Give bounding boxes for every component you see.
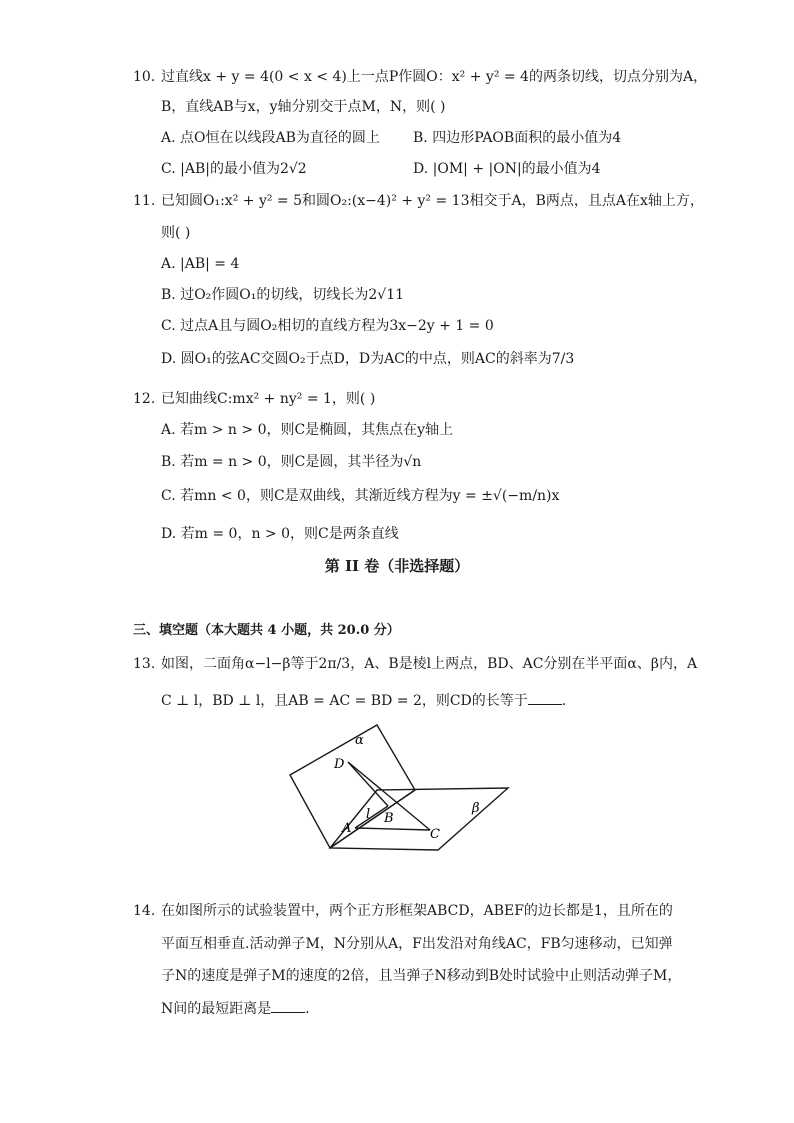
q12-line1 bbox=[133, 389, 693, 409]
segment-db bbox=[348, 762, 388, 806]
label-a: A bbox=[342, 821, 352, 836]
q11-stem-2: 则( ) bbox=[161, 225, 191, 241]
q11-option-b: B. 过O₂作圆O₁的切线，切线长为2√11 bbox=[161, 287, 405, 303]
label-beta: β bbox=[472, 801, 480, 816]
q11-stem-1: 已知圆O₁:x² + y² = 5和圆O₂:(x−4)² + y² = 13相交于A，B两点，且点A在x轴上方， bbox=[161, 193, 704, 209]
q13-stem-1: 如图，二面角α−l−β等于2π/3，A、B是棱l上两点，BD、AC分别在半平面α、β内，A bbox=[161, 656, 698, 672]
q14-stem-4: N间的最短距离是 bbox=[161, 1001, 272, 1017]
label-d: D bbox=[334, 757, 345, 772]
q10-stem-1: 过直线x + y = 4(0 < x < 4)上一点P作圆O：x² + y² = 4的两条切线，切点分别为A， bbox=[161, 69, 708, 85]
q10-number: 10. bbox=[133, 69, 156, 85]
q14-stem-1: 在如图所示的试验装置中，两个正方形框架ABCD，ABEF的边长都是1，且所在的 bbox=[161, 903, 673, 919]
q14-line1 bbox=[133, 901, 693, 921]
dihedral-angle-figure bbox=[280, 720, 520, 870]
q12-option-c: C. 若mn < 0，则C是双曲线，其渐近线方程为y = ±√(−m/n)x bbox=[161, 488, 560, 504]
q13-stem-2: C ⊥ l，BD ⊥ l，且AB = AC = BD = 2，则CD的长等于 bbox=[161, 693, 528, 709]
q10-line1 bbox=[133, 67, 708, 87]
edge-l bbox=[330, 790, 415, 848]
q14-answer-blank[interactable] bbox=[271, 998, 305, 1013]
q12-option-b: B. 若m = n > 0，则C是圆，其半径为√n bbox=[161, 454, 422, 470]
segment-ac bbox=[355, 828, 430, 830]
q12-option-d: D. 若m = 0，n > 0，则C是两条直线 bbox=[161, 526, 399, 542]
part2-title: 第 II 卷（非选择题） bbox=[324, 557, 470, 575]
q10-stem-2: B，直线AB与x，y轴分别交于点M，N，则( ) bbox=[161, 99, 446, 115]
q10-option-a: A. 点O恒在以线段AB为直径的圆上 bbox=[161, 130, 380, 146]
q13-line1 bbox=[133, 654, 698, 674]
label-b: B bbox=[384, 811, 394, 826]
section3-heading: 三、填空题（本大题共 4 小题，共 20.0 分） bbox=[133, 623, 400, 638]
q10-option-c: C. |AB|的最小值为2√2 bbox=[161, 161, 307, 177]
q14-stem-2: 平面互相垂直.活动弹子M，N分别从A，F出发沿对角线AC，FB匀速移动，已知弹 bbox=[161, 936, 673, 952]
q11-number: 11. bbox=[133, 193, 156, 209]
q12-option-a: A. 若m > n > 0，则C是椭圆，其焦点在y轴上 bbox=[161, 422, 454, 438]
q14-stem-end: . bbox=[305, 1001, 310, 1017]
plane-beta bbox=[330, 788, 508, 850]
q13-line2 bbox=[161, 690, 721, 711]
label-alpha: α bbox=[355, 733, 364, 748]
label-c: C bbox=[430, 827, 440, 842]
q12-stem-1: 已知曲线C:mx² + ny² = 1，则( ) bbox=[161, 391, 376, 407]
label-l: l bbox=[366, 807, 371, 822]
q10-option-b: B. 四边形PAOB面积的最小值为4 bbox=[413, 130, 622, 146]
q13-stem-end: . bbox=[561, 693, 567, 709]
q14-stem-3: 子N的速度是弹子M的速度的2倍，且当弹子N移动到B处时试验中止则活动弹子M， bbox=[161, 968, 682, 984]
q13-answer-blank[interactable] bbox=[528, 690, 562, 705]
q11-option-a: A. |AB| = 4 bbox=[161, 256, 240, 272]
q12-number: 12. bbox=[133, 391, 156, 407]
q11-line1 bbox=[133, 191, 704, 211]
q11-option-d: D. 圆O₁的弦AC交圆O₂于点D，D为AC的中点，则AC的斜率为7/3 bbox=[161, 351, 575, 367]
q14-line4 bbox=[161, 998, 721, 1019]
q11-option-c: C. 过点A且与圆O₂相切的直线方程为3x−2y + 1 = 0 bbox=[161, 318, 494, 334]
q13-number: 13. bbox=[133, 656, 156, 672]
q10-option-d: D. |OM| + |ON|的最小值为4 bbox=[413, 161, 601, 177]
q14-number: 14. bbox=[133, 903, 156, 919]
